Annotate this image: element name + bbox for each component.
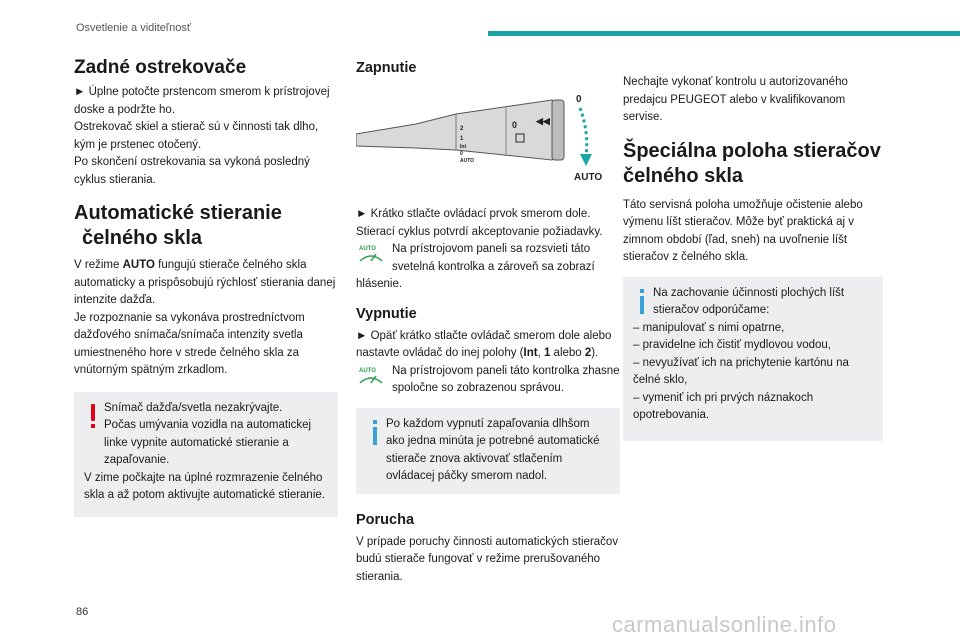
page-number: 86	[76, 606, 89, 618]
fault-text: V prípade poruchy činnosti automatických stieračov budú stierače fungovať v režime prerušovaného stierania.	[356, 535, 619, 583]
warning-line-2: Počas umývania vozidla na automatickej linke vypnite automatické stieranie a zapaľovanie.	[104, 419, 312, 466]
illus-label-0: 0	[576, 94, 582, 105]
position-1: 1	[543, 347, 551, 359]
running-header: Osvetlenie a viditeľnosť	[76, 22, 191, 34]
heading-fault: Porucha	[356, 511, 415, 528]
special-position-text: Táto servisná poloha umožňuje očistenie alebo výmenu líšt stieračov. Môže byť praktická aj v zimnom období (ľad, sneh) na uvoľnenie líšt stieračov z čelného skla.	[623, 198, 863, 263]
list-item: – manipulovať s nimi opatrne,	[633, 321, 785, 334]
heading-special-position-line2: čelného skla	[623, 164, 744, 187]
info-box-right	[623, 277, 883, 441]
switch-off-step	[356, 328, 620, 363]
switch-off-indicator-text: Na prístrojovom paneli táto kontrolka zhasne spoločne so zobrazenou správou.	[392, 364, 620, 394]
switch-off-step-end: ).	[591, 347, 599, 359]
column-middle	[356, 50, 620, 586]
list-item: – nevyužívať ich na prichytenie kartónu na čelné sklo,	[633, 356, 849, 386]
column-right	[623, 50, 883, 441]
header-accent-bar	[488, 31, 960, 36]
auto-wipe-text-1	[74, 257, 338, 310]
switch-off-indicator-row	[356, 363, 620, 398]
svg-text:AUTO: AUTO	[359, 246, 376, 252]
info-right-intro: Na zachovanie účinnosti plochých líšt stieračov odporúčame:	[653, 286, 845, 316]
stalk-label-int: Int	[460, 144, 467, 150]
switch-off-step-pre: ► Opäť krátko stlačte ovládač smerom dole alebo nastavte ovládač do inej polohy (	[356, 329, 612, 359]
heading-switch-off: Vypnutie	[356, 305, 417, 322]
stalk-label-2: 2	[460, 126, 464, 132]
stalk-label-auto-small: AUTO	[460, 158, 475, 164]
info-i-icon	[633, 287, 651, 317]
switch-on-indicator-text: Na prístrojovom paneli sa rozsvieti táto svetelná kontrolka a zároveň sa zobrazí hlásenie.	[356, 243, 595, 290]
stalk-illustration	[356, 94, 620, 184]
illus-label-auto: AUTO	[574, 172, 603, 183]
position-2: 2	[584, 347, 592, 359]
list-item: – vymeniť ich pri prvých náznakoch opotrebovania.	[633, 391, 814, 421]
heading-auto-wipe-line2: čelného skla	[82, 227, 203, 249]
dealer-check-text: Nechajte vykonať kontrolu u autorizovaného predajcu PEUGEOT alebo v kvalifikovanom servise.	[623, 76, 848, 123]
rear-washer-text-1: Ostrekovač skiel a stierač sú v činnosti tak dlho, kým je prstenec otočený.	[74, 121, 319, 151]
rear-washer-step: ► Úplne potočte prstencom smerom k prístrojovej doske a podržte ho.	[74, 86, 330, 116]
auto-wipe-indicator-icon	[356, 243, 386, 265]
auto-wipe-text-1-post: fungujú stierače čelného skla automaticky a prispôsobujú rýchlosť stierania danej intenzite dažďa.	[74, 259, 336, 306]
auto-wipe-text-2: Je rozpoznanie sa vykonáva prostredníctvom dažďového snímača/snímača intenzity svetla umiestneného hore v strede čelného skla za vnútorným spätným zrkadlom.	[74, 311, 305, 376]
heading-switch-on: Zapnutie	[356, 60, 417, 76]
column-left	[74, 50, 338, 517]
list-item: – pravidelne ich čistiť mydlovou vodou,	[633, 339, 831, 351]
warning-line-3: V zime počkajte na úplné rozmrazenie čelného skla a až potom aktivujte automatické stieranie.	[84, 471, 325, 501]
switch-on-step: ► Krátko stlačte ovládací prvok smerom dole.	[356, 208, 591, 220]
auto-wipe-indicator-off-icon	[356, 365, 386, 387]
stalk-label-0-ring: 0	[512, 120, 518, 130]
warning-line-1: Snímač dažďa/svetla nezakrývajte.	[104, 401, 283, 414]
info-middle-text: Po každom vypnutí zapaľovania dlhšom ako jedna minúta je potrebné automatické stierače znova aktivovať stlačením ovládacej páčky smerom nadol.	[386, 417, 600, 482]
warning-box	[74, 392, 338, 517]
info-i-icon	[366, 418, 384, 448]
warning-exclamation-icon	[84, 402, 102, 432]
heading-rear-washers: Zadné ostrekovače	[74, 57, 247, 78]
stalk-label-1: 1	[460, 136, 464, 142]
switch-off-sep-1: ,	[537, 347, 544, 359]
auto-wipe-text-1-pre: V režime	[74, 259, 123, 271]
push-down-arrow-icon	[580, 108, 587, 156]
stalk-label-0: 0	[460, 151, 463, 157]
heading-auto-wipe	[74, 201, 338, 251]
rewind-symbol-icon: ◀◀	[536, 116, 550, 126]
heading-auto-wipe-line1: Automatické stieranie	[74, 202, 282, 224]
heading-special-position-line1: Špeciálna poloha stieračov	[623, 139, 881, 162]
switch-on-text: Stierací cyklus potvrdí akceptovanie požiadavky.	[356, 225, 603, 238]
switch-on-indicator-row	[356, 241, 620, 294]
watermark: carmanualsonline.info	[612, 612, 837, 637]
heading-special-position	[623, 139, 883, 189]
auto-mode-label: AUTO	[122, 259, 155, 271]
svg-text:AUTO: AUTO	[359, 367, 376, 374]
position-int: Int	[523, 347, 538, 359]
info-box-middle	[356, 408, 620, 494]
switch-off-sep-2: alebo	[550, 347, 585, 359]
rear-washer-text-2: Po skončení ostrekovania sa vykoná posledný cyklus stierania.	[74, 156, 310, 186]
